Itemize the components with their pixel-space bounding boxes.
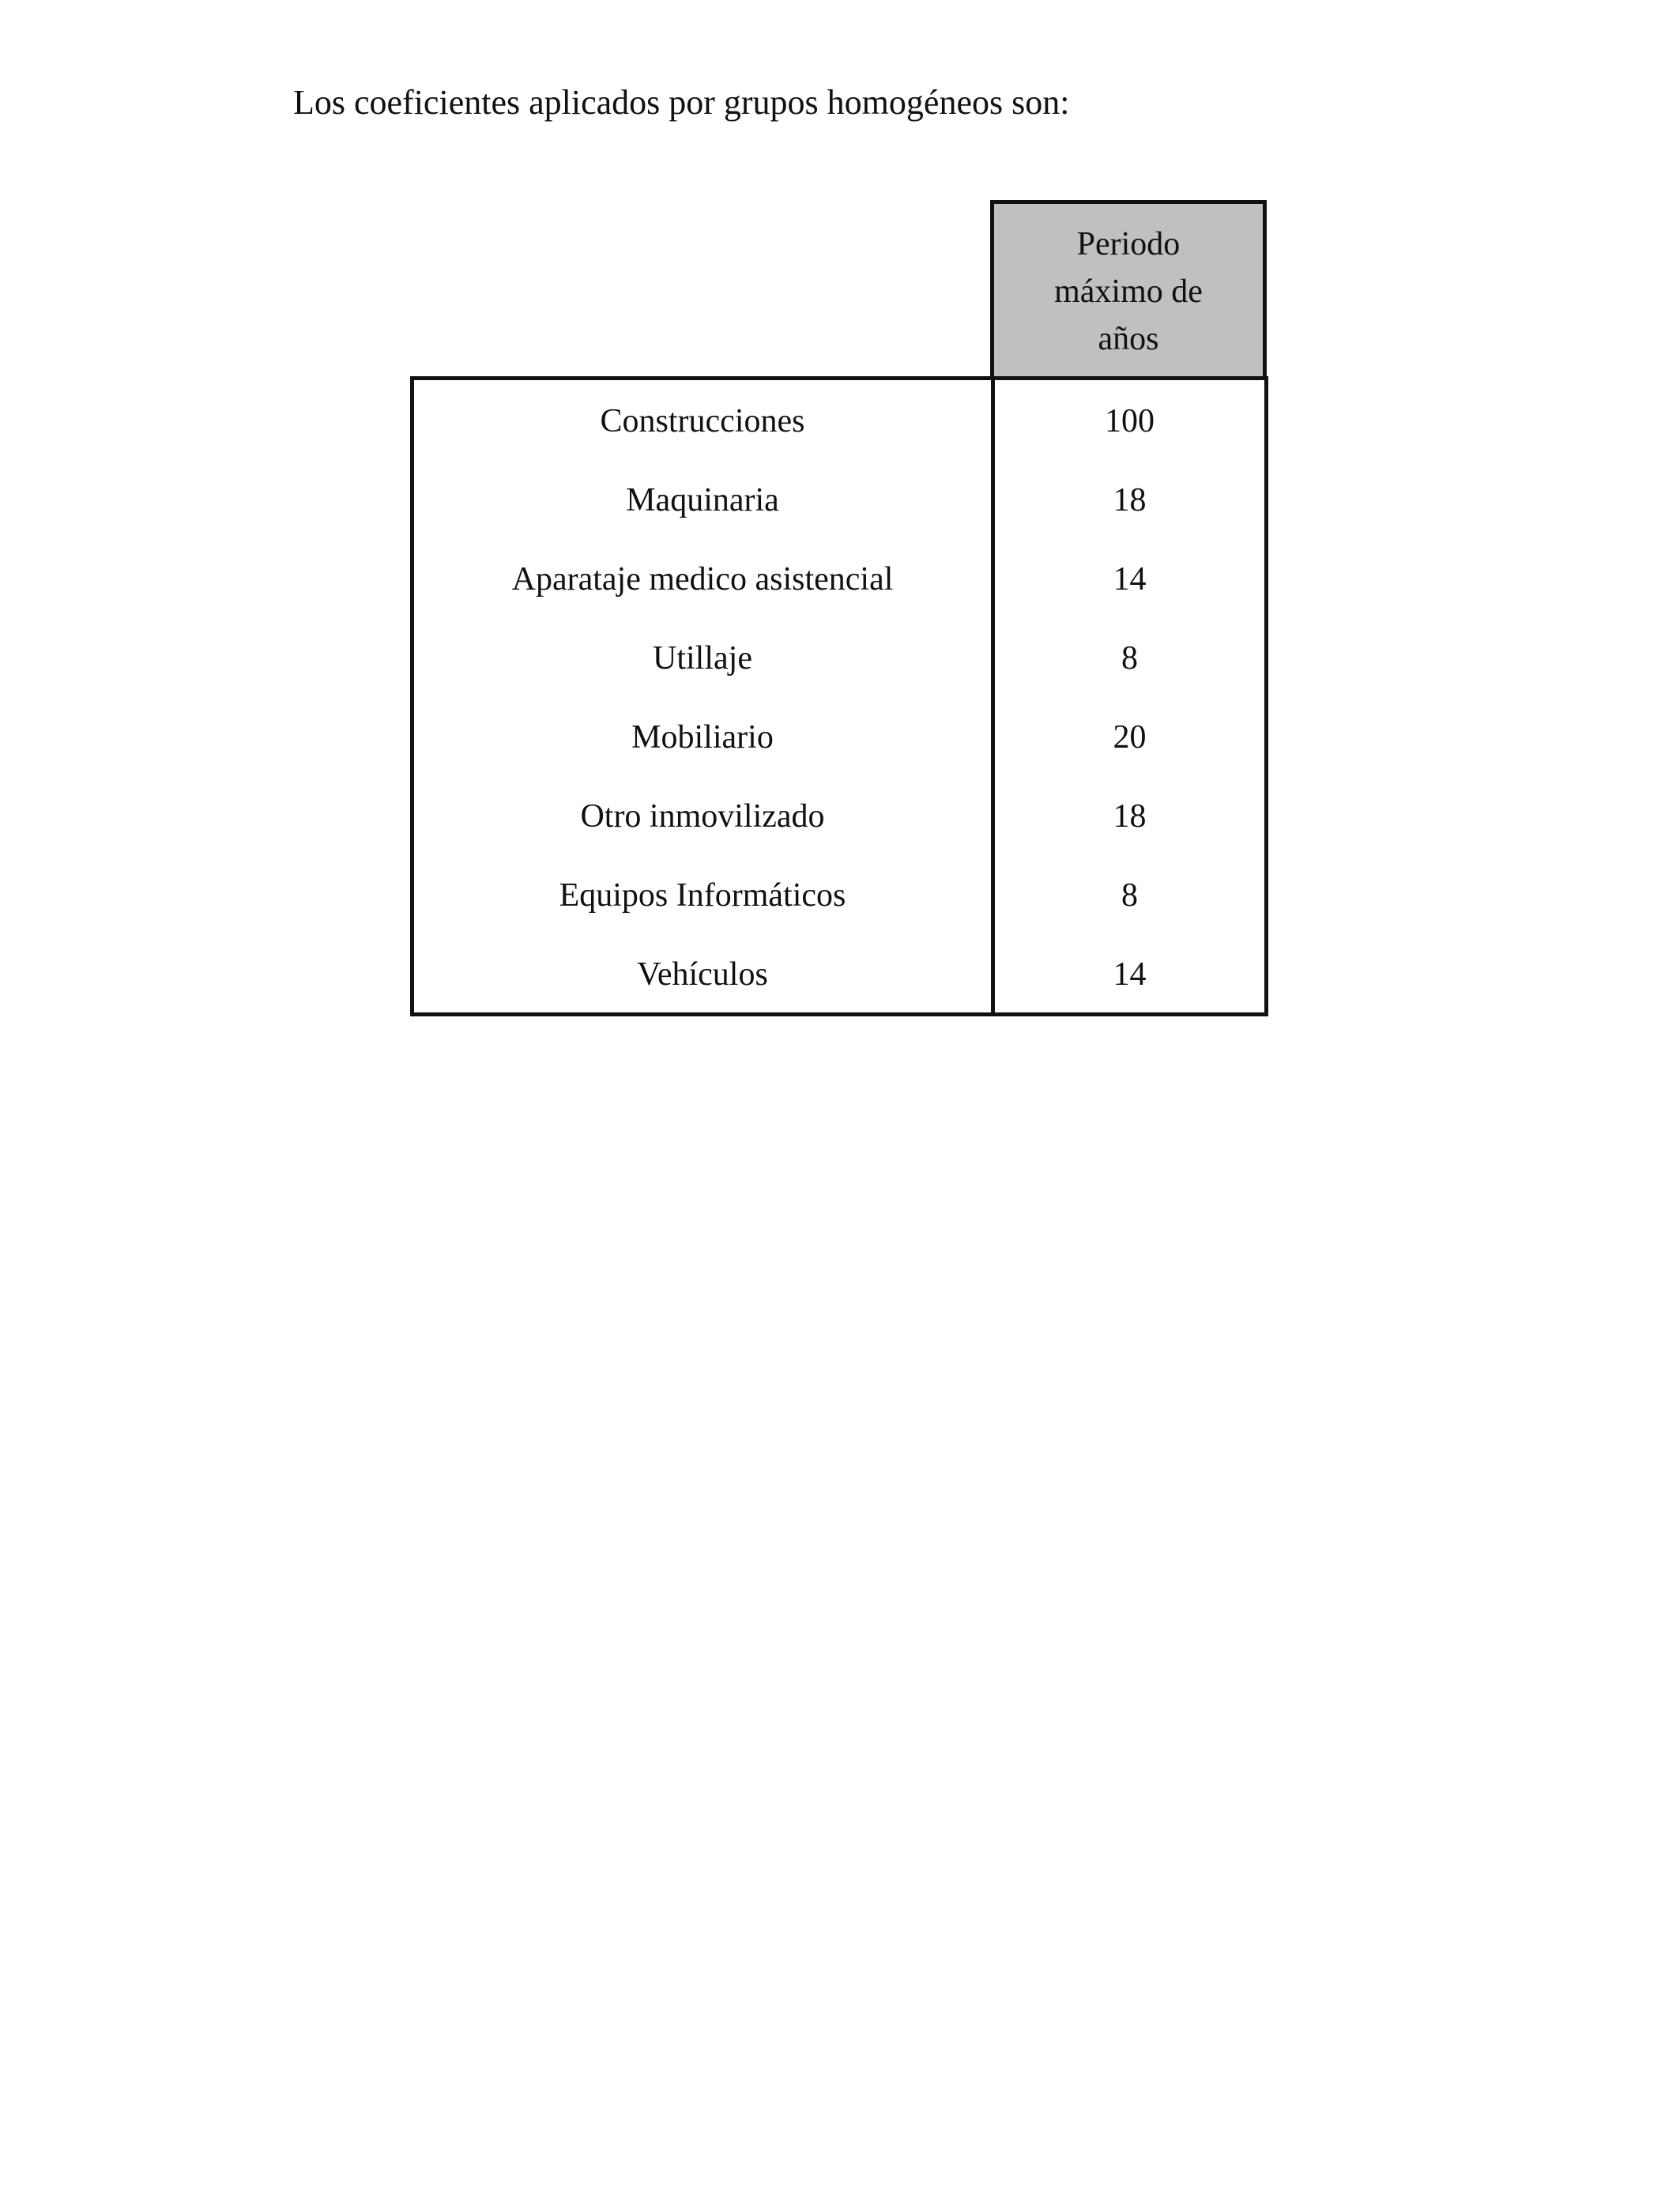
header-line-3: años	[1098, 320, 1159, 357]
row-label: Equipos Informáticos	[559, 877, 846, 914]
table-row	[414, 951, 1264, 1030]
row-label: Construcciones	[600, 403, 805, 439]
table-row	[414, 477, 1264, 556]
row-label: Aparataje medico asistencial	[511, 561, 894, 598]
table-row	[414, 714, 1264, 793]
row-label: Utillaje	[653, 640, 752, 677]
row-value: 18	[1113, 798, 1147, 835]
table-row	[414, 398, 1264, 477]
row-label: Vehículos	[637, 956, 768, 993]
row-value: 8	[1121, 877, 1138, 914]
table-row	[414, 635, 1264, 714]
header-line-1: Periodo	[1076, 225, 1181, 262]
asset-depreciation-table	[410, 376, 1268, 1016]
row-value: 18	[1113, 482, 1147, 518]
row-value: 14	[1113, 956, 1147, 993]
table-row	[414, 872, 1264, 951]
row-value: 8	[1121, 640, 1138, 677]
row-value: 100	[1105, 403, 1155, 439]
table-row	[414, 793, 1264, 872]
table-row	[414, 556, 1264, 635]
intro-paragraph: Los coeficientes aplicados por grupos homogéneos son:	[293, 83, 1070, 122]
row-label: Maquinaria	[626, 482, 779, 518]
header-line-2: máximo de	[1054, 273, 1203, 310]
row-value: 20	[1113, 719, 1147, 756]
column-header-periodo-maximo	[990, 200, 1267, 379]
row-value: 14	[1113, 561, 1147, 598]
row-label: Mobiliario	[631, 719, 774, 756]
row-label: Otro inmovilizado	[580, 798, 825, 835]
